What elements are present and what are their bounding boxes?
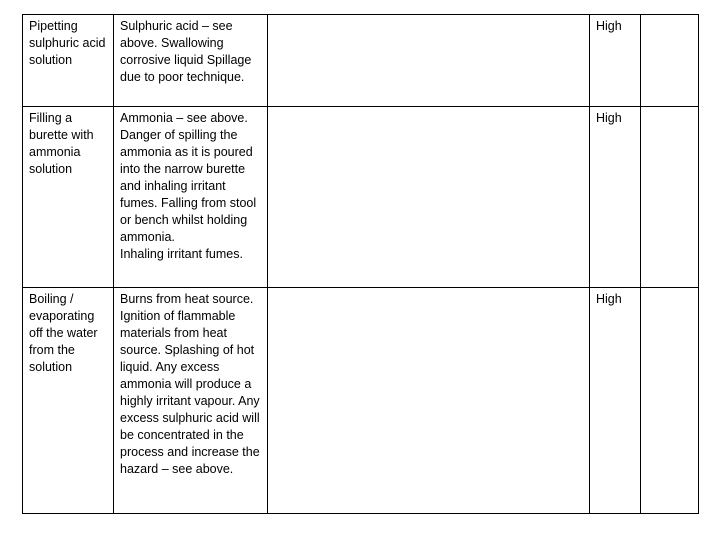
hazard-cell: Sulphuric acid – see above. Swallowing corrosive liquid Spillage due to poor technique. (114, 15, 268, 107)
activity-cell: Boiling / evaporating off the water from the solution (23, 288, 114, 514)
control-measures-cell (268, 15, 590, 107)
table-row (23, 288, 699, 514)
hazard-text: Ammonia – see above. Danger of spilling the ammonia as it is poured into the narrow burette and inhaling irritant fumes. Falling from stool or bench whilst holding ammonia. (120, 111, 257, 244)
risk-level-cell: High (590, 288, 641, 514)
activity-cell: Pipetting sulphuric acid solution (23, 15, 114, 107)
blank-cell (641, 288, 699, 514)
risk-level-cell: High (590, 107, 641, 288)
risk-level-cell: High (590, 15, 641, 107)
control-measures-cell (268, 288, 590, 514)
risk-assessment-table (22, 14, 699, 514)
activity-cell: Filling a burette with ammonia solution (23, 107, 114, 288)
control-measures-cell (268, 107, 590, 288)
hazard-cell: Burns from heat source. Ignition of flammable materials from heat source. Splashing of hot liquid. Any excess ammonia will produce a highly irritant vapour. Any excess sulphuric acid will be concentrated in the process and increase the hazard – see above. (114, 288, 268, 514)
table-row (23, 15, 699, 107)
hazard-cell (114, 107, 268, 288)
blank-cell (641, 107, 699, 288)
hazard-text-extra: Inhaling irritant fumes. (120, 247, 243, 261)
blank-cell (641, 15, 699, 107)
table-row (23, 107, 699, 288)
